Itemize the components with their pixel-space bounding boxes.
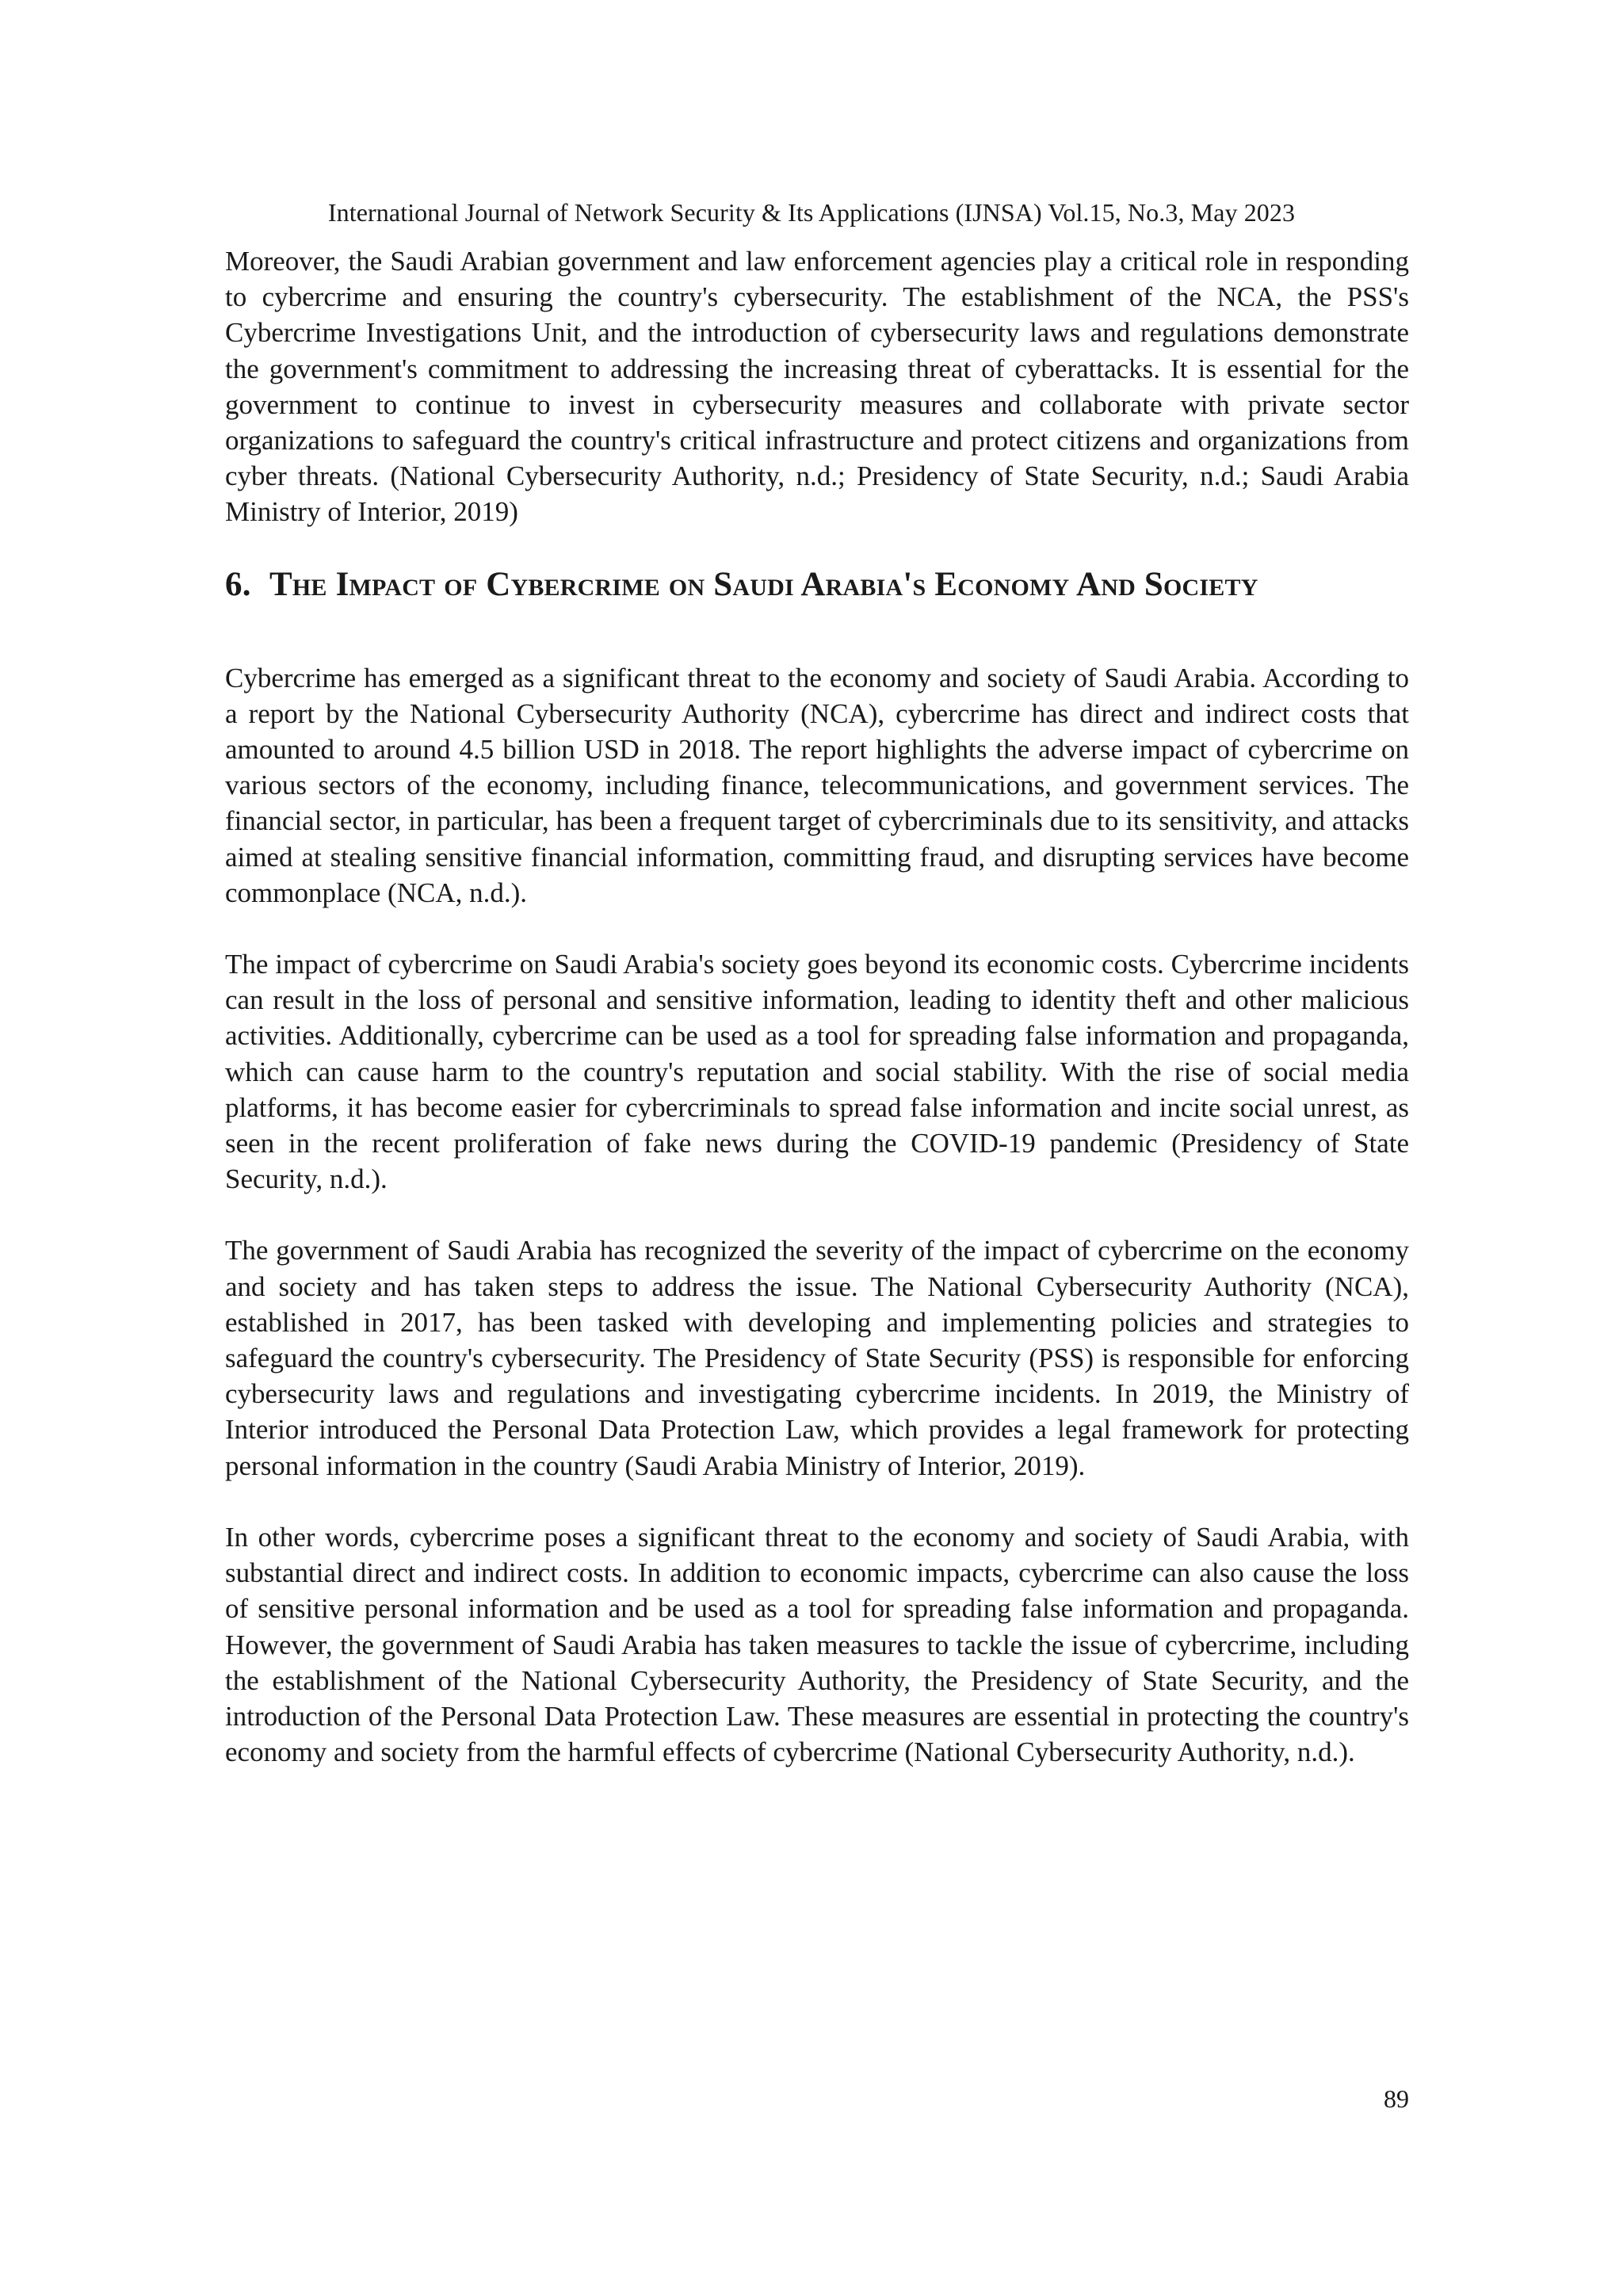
page-body	[225, 243, 1409, 1770]
section-title: The Impact of Cybercrime on Saudi Arabia's Economy And Society	[269, 565, 1258, 603]
section-number: 6.	[225, 565, 251, 603]
intro-paragraph: Moreover, the Saudi Arabian government and law enforcement agencies play a critical role in responding to cybercrime and ensuring the country's cybersecurity. The establishment of the NCA, the PSS's Cybercrime Investigations Unit, and the introduction of cybersecurity laws and regulations demonstrate the government's commitment to addressing the increasing threat of cyberattacks. It is essential for the government to continue to invest in cybersecurity measures and collaborate with private sector organizations to safeguard the country's critical infrastructure and protect citizens and organizations from cyber threats. (National Cybersecurity Authority, n.d.; Presidency of State Security, n.d.; Saudi Arabia Ministry of Interior, 2019)	[225, 246, 1409, 528]
section-heading	[225, 565, 1409, 605]
body-paragraph-1: Cybercrime has emerged as a significant threat to the economy and society of Saudi Arabia. According to a report by the National Cybersecurity Authority (NCA), cybercrime has direct and indirect costs that amounted to around 4.5 billion USD in 2018. The report highlights the adverse impact of cybercrime on various sectors of the economy, including finance, telecommunications, and government services. The financial sector, in particular, has been a frequent target of cybercriminals due to its sensitivity, and attacks aimed at stealing sensitive financial information, committing fraud, and disrupting services have become commonplace (NCA, n.d.).	[225, 662, 1409, 908]
page-number: 89	[1384, 2084, 1409, 2113]
body-paragraph-3: The government of Saudi Arabia has recognized the severity of the impact of cybercrime on the economy and society and has taken steps to address the issue. The National Cybersecurity Authority (NCA), established in 2017, has been tasked with developing and implementing policies and strategies to safeguard the country's cybersecurity. The Presidency of State Security (PSS) is responsible for enforcing cybersecurity laws and regulations and investigating cybercrime incidents. In 2019, the Ministry of Interior introduced the Personal Data Protection Law, which provides a legal framework for protecting personal information in the country (Saudi Arabia Ministry of Interior, 2019).	[225, 1235, 1409, 1481]
journal-running-header: International Journal of Network Security & Its Applications (IJNSA) Vol.15, No.3, May 2023	[327, 198, 1296, 227]
body-paragraph-2: The impact of cybercrime on Saudi Arabia's society goes beyond its economic costs. Cybercrime incidents can result in the loss of personal and sensitive information, leading to identity theft and other malicious activities. Additionally, cybercrime can be used as a tool for spreading false information and propaganda, which can cause harm to the country's reputation and social stability. With the rise of social media platforms, it has become easier for cybercriminals to spread false information and incite social unrest, as seen in the recent proliferation of fake news during the COVID-19 pandemic (Presidency of State Security, n.d.).	[225, 949, 1409, 1195]
body-paragraph-4: In other words, cybercrime poses a significant threat to the economy and society of Saudi Arabia, with substantial direct and indirect costs. In addition to economic impacts, cybercrime can also cause the loss of sensitive personal information and be used as a tool for spreading false information and propaganda. However, the government of Saudi Arabia has taken measures to tackle the issue of cybercrime, including the establishment of the National Cybersecurity Authority, the Presidency of State Security, and the introduction of the Personal Data Protection Law. These measures are essential in protecting the country's economy and society from the harmful effects of cybercrime (National Cybersecurity Authority, n.d.).	[225, 1521, 1409, 1768]
